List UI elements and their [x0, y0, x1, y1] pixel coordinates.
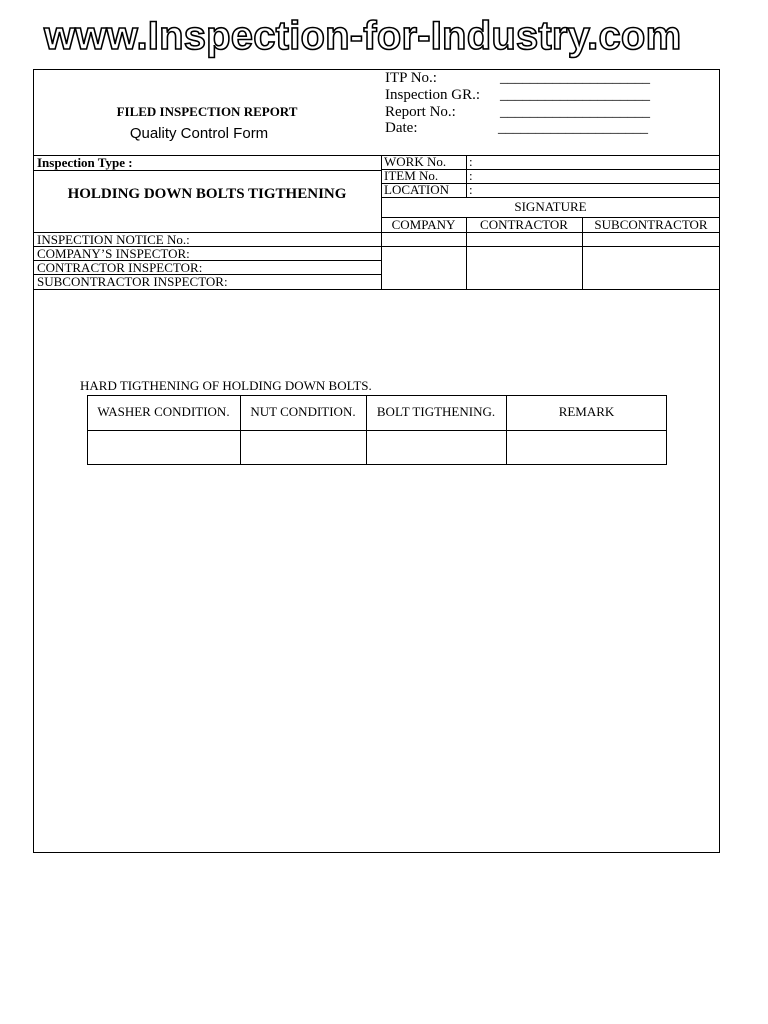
- bolts-cell-washer[interactable]: [88, 431, 240, 464]
- itp-no-value[interactable]: ____________________: [500, 70, 650, 86]
- signature-title: SIGNATURE: [514, 199, 587, 214]
- work-value-divider: [466, 155, 467, 197]
- personnel-divider-4: [33, 289, 720, 290]
- report-title: FILED INSPECTION REPORT: [116, 104, 298, 119]
- inspection-gr-label: Inspection GR.:: [385, 87, 480, 103]
- item-no-label: ITEM No.: [384, 168, 439, 183]
- bolts-header-remark: REMARK: [558, 404, 615, 419]
- bolts-cell-tightening[interactable]: [367, 431, 506, 464]
- signature-col-contractor: CONTRACTOR: [480, 217, 568, 232]
- report-no-label: Report No.:: [385, 104, 456, 120]
- subcontractor-inspector-label: SUBCONTRACTOR INSPECTOR:: [37, 274, 228, 289]
- bolts-table-caption: HARD TIGTHENING OF HOLDING DOWN BOLTS.: [80, 378, 372, 393]
- bolts-header-nut: NUT CONDITION.: [250, 404, 356, 419]
- form-title: Quality Control Form: [129, 125, 269, 142]
- date-value[interactable]: ____________________: [498, 120, 648, 136]
- inspection-type-label: Inspection Type :: [37, 155, 133, 170]
- signature-cell-contractor[interactable]: [467, 247, 582, 289]
- date-label: Date:: [385, 120, 418, 136]
- location-row-divider: [381, 197, 720, 198]
- location-label: LOCATION: [384, 182, 449, 197]
- bolts-cell-nut[interactable]: [241, 431, 366, 464]
- type-label-divider: [33, 170, 381, 171]
- signature-cell-subcontractor[interactable]: [583, 247, 720, 289]
- inspection-notice-label: INSPECTION NOTICE No.:: [37, 232, 190, 247]
- bolts-cell-remark[interactable]: [507, 431, 666, 464]
- item-no-value[interactable]: :: [469, 168, 473, 183]
- bolts-header-washer: WASHER CONDITION.: [97, 404, 230, 419]
- signature-col-subcontractor: SUBCONTRACTOR: [594, 217, 708, 232]
- work-no-label: WORK No.: [384, 154, 447, 169]
- header-divider: [33, 155, 720, 156]
- inspection-gr-value[interactable]: ____________________: [500, 87, 650, 103]
- signature-col-company: COMPANY: [391, 217, 456, 232]
- location-value[interactable]: :: [469, 182, 473, 197]
- itp-no-label: ITP No.:: [385, 70, 437, 86]
- inspection-type-value: HOLDING DOWN BOLTS TIGTHENING: [67, 186, 347, 202]
- contractor-inspector-label: CONTRACTOR INSPECTOR:: [37, 260, 203, 275]
- bolts-header-tightening: BOLT TIGTHENING.: [376, 404, 496, 419]
- company-inspector-label: COMPANY’S INSPECTOR:: [37, 246, 190, 261]
- work-no-value[interactable]: :: [469, 154, 473, 169]
- watermark-logo: www.Inspection-for-Industry.com: [44, 14, 682, 58]
- report-no-value[interactable]: ____________________: [500, 104, 650, 120]
- signature-cell-company[interactable]: [382, 247, 466, 289]
